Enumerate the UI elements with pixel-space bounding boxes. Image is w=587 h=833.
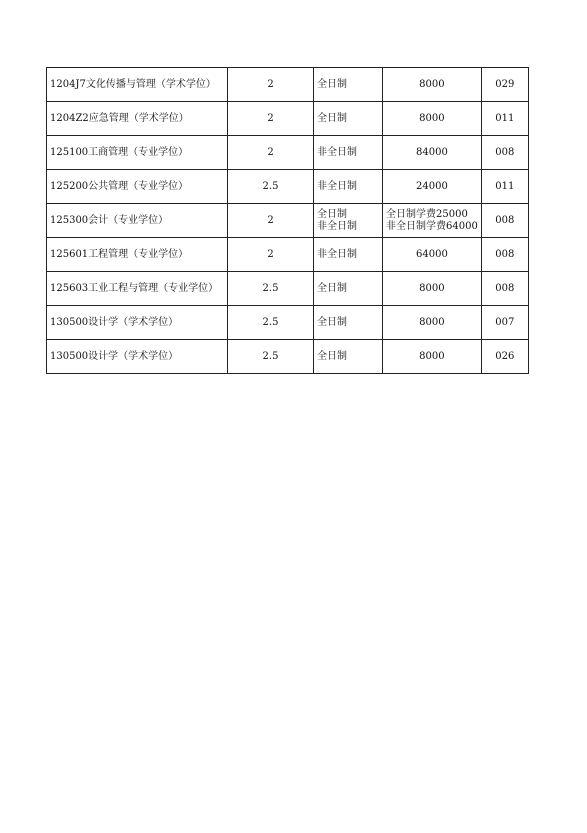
code-cell: 008 (481, 272, 528, 306)
major-cell: 130500设计学（学术学位） (47, 340, 228, 374)
study-mode-cell (314, 340, 383, 374)
study-mode-cell (314, 204, 383, 238)
study-mode-text: 全日制 (317, 316, 347, 328)
tuition-text: 8000 (419, 350, 445, 362)
years-cell: 2.5 (228, 272, 314, 306)
table-row (47, 238, 529, 272)
study-mode-text: 全日制 (317, 78, 347, 90)
code-cell: 008 (481, 136, 528, 170)
tuition-cell (383, 306, 482, 340)
tuition-cell (383, 238, 482, 272)
table-row (47, 68, 529, 102)
study-mode-cell (314, 136, 383, 170)
table-row (47, 136, 529, 170)
code-cell: 011 (481, 102, 528, 136)
code-cell: 011 (481, 170, 528, 204)
tuition-cell (383, 204, 482, 238)
tuition-text: 8000 (419, 282, 445, 294)
years-cell: 2.5 (228, 340, 314, 374)
code-cell: 008 (481, 238, 528, 272)
tuition-text: 64000 (416, 248, 448, 260)
major-cell: 125200公共管理（专业学位） (47, 170, 228, 204)
tuition-text: 84000 (416, 146, 448, 158)
tuition-text: 非全日制学费64000 (386, 220, 478, 232)
major-cell: 125601工程管理（专业学位） (47, 238, 228, 272)
years-cell: 2 (228, 136, 314, 170)
code-cell: 026 (481, 340, 528, 374)
study-mode-cell (314, 170, 383, 204)
code-cell: 008 (481, 204, 528, 238)
years-cell: 2.5 (228, 170, 314, 204)
study-mode-text: 非全日制 (317, 146, 357, 158)
years-cell: 2 (228, 68, 314, 102)
tuition-text: 24000 (416, 180, 448, 192)
tuition-text: 8000 (419, 78, 445, 90)
study-mode-cell (314, 68, 383, 102)
tuition-cell (383, 68, 482, 102)
tuition-text: 8000 (419, 316, 445, 328)
tuition-text: 全日制学费25000 (386, 208, 468, 220)
major-cell: 130500设计学（学术学位） (47, 306, 228, 340)
code-cell: 007 (481, 306, 528, 340)
major-cell: 125300会计（专业学位） (47, 204, 228, 238)
study-mode-cell (314, 306, 383, 340)
tuition-cell (383, 340, 482, 374)
tuition-cell (383, 136, 482, 170)
study-mode-text: 非全日制 (317, 220, 357, 232)
table-row (47, 204, 529, 238)
years-cell: 2 (228, 102, 314, 136)
years-cell: 2.5 (228, 306, 314, 340)
years-cell: 2 (228, 238, 314, 272)
study-mode-cell (314, 102, 383, 136)
tuition-cell (383, 170, 482, 204)
table-row (47, 272, 529, 306)
code-cell: 029 (481, 68, 528, 102)
study-mode-text: 非全日制 (317, 248, 357, 260)
major-cell: 1204Z2应急管理（学术学位） (47, 102, 228, 136)
study-mode-text: 非全日制 (317, 180, 357, 192)
table-row (47, 306, 529, 340)
years-cell: 2 (228, 204, 314, 238)
study-mode-text: 全日制 (317, 208, 347, 220)
tuition-cell (383, 102, 482, 136)
study-mode-cell (314, 238, 383, 272)
study-mode-text: 全日制 (317, 282, 347, 294)
major-cell: 125100工商管理（专业学位） (47, 136, 228, 170)
major-cell: 1204J7文化传播与管理（学术学位） (47, 68, 228, 102)
program-table (46, 67, 529, 374)
table-row (47, 102, 529, 136)
table-row (47, 340, 529, 374)
tuition-text: 8000 (419, 112, 445, 124)
tuition-cell (383, 272, 482, 306)
study-mode-text: 全日制 (317, 112, 347, 124)
table-row (47, 170, 529, 204)
study-mode-text: 全日制 (317, 350, 347, 362)
study-mode-cell (314, 272, 383, 306)
major-cell: 125603工业工程与管理（专业学位） (47, 272, 228, 306)
